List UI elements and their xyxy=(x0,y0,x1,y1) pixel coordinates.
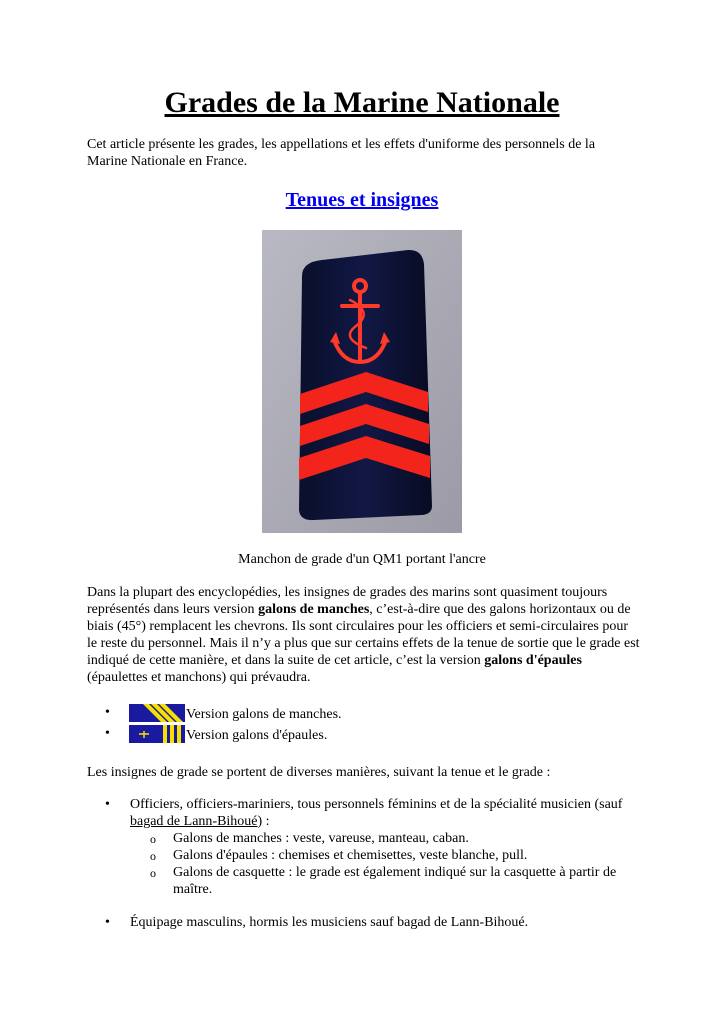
image-caption: Manchon de grade d'un QM1 portant l'ancre xyxy=(238,552,486,567)
insignes-sentence: Les insignes de grade se portent de diverses manières, suivant la tenue et le grade : xyxy=(87,765,551,780)
page-title: Grades de la Marine Nationale xyxy=(164,86,560,119)
shoulder-stripes-flag-icon xyxy=(129,725,185,743)
section-heading-link[interactable]: Tenues et insignes xyxy=(285,189,439,211)
bagad-link[interactable]: bagad de Lann-Bihoué xyxy=(130,814,258,829)
rank-insignia-photo xyxy=(262,230,462,533)
document-page: Grades de la Marine Nationale Cet article présente les grades, les appellations et les effets d'uniforme des personnels de la Marine Nationale en France. Tenues et insignes Manchon de grade d'un QM1 portant l'ancre Dans la plupart des encyclopédies, les insignes de grades des marins sont quasiment toujours représentés dans leurs version galons de manches, c’est-à-dire que des galons horizontaux ou de biais (45°) remplacent les chevrons. Ils sont circulaires pour les officiers et semi-circulaires pour le reste du personnel. Mais il n’y a plus que sur certains effets de la tenue de sortie que le grade est indiqué de cette manière, et dans la suite de cet article, c’est la version galons d'épaules (épaulettes et manchons) qui prévaudra. • Version galons de manches. • Version galons d'épaules. Les insignes de grade se portent de diverses manières, suivant la tenue et le grade : • Officiers, officiers-mariniers, tous personnels féminins et de la spécialité musicien (sauf bagad de Lann-Bihoué) : o Galons de manches : veste, vareuse, manteau, caban. o Galons d'épaules : chemises et chemisettes, veste blanche, pull. o Galons de casquette : le grade est également indiqué sur la casquette à partir de maître. • Équipage masculins, hormis les musiciens sauf bagad de Lann-Bihoué. xyxy=(0,0,724,1024)
bold-galons-de-manches: galons de manches xyxy=(258,602,370,617)
list-item: • Version galons de manches. xyxy=(105,705,342,722)
bold-galons-d-epaules: galons d'épaules xyxy=(484,653,582,668)
section-heading xyxy=(0,186,724,214)
list-item: • Officiers, officiers-mariniers, tous personnels féminins et de la spécialité musicien (sauf bagad de Lann-Bihoué) : xyxy=(105,797,623,829)
sleeve-stripes-flag-icon xyxy=(129,704,185,722)
body-paragraph: Dans la plupart des encyclopédies, les insignes de grades des marins sont quasiment toujours représentés dans leurs version galons de manches, c’est-à-dire que des galons horizontaux ou de biais (45°) remplacent les chevrons. Ils sont circulaires pour les officiers et semi-circulaires pour le reste du personnel. Mais il n’y a plus que sur certains effets de la tenue de sortie que le grade est indiqué de cette manière, et dans la suite de cet article, c’est la version galons d'épaules (épaulettes et manchons) qui prévaudra. xyxy=(87,585,640,685)
list-item: • Équipage masculins, hormis les musiciens sauf bagad de Lann-Bihoué. xyxy=(105,915,529,930)
version-label: Version galons d'épaules. xyxy=(186,728,328,743)
intro-paragraph: Cet article présente les grades, les appellations et les effets d'uniforme des personnels de la Marine Nationale en France. xyxy=(87,137,596,169)
list-item: • Version galons d'épaules. xyxy=(105,726,328,743)
version-label: Version galons de manches. xyxy=(186,707,342,722)
